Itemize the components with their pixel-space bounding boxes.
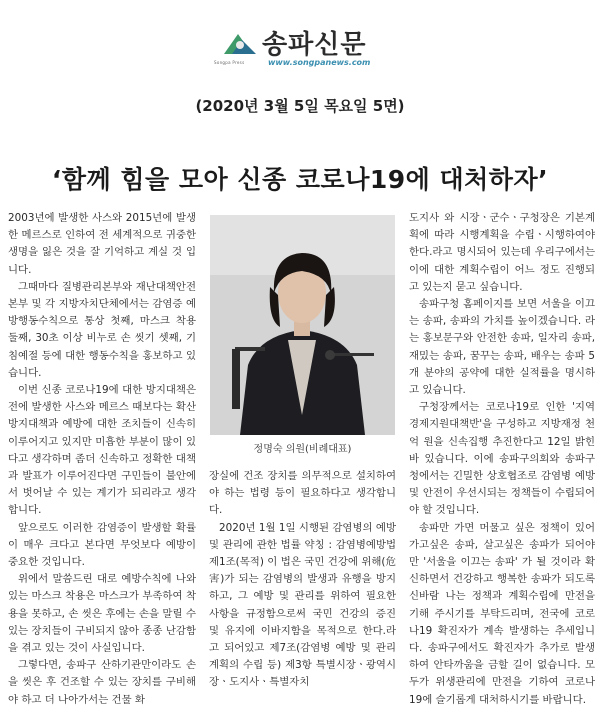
paragraph: 2003년에 발생한 사스와 2015년에 발생한 메르스로 인하여 전 세계적으로 귀중한 생명을 잃은 것을 잘 기억하고 계실 것 입니다.	[8, 212, 196, 276]
paragraph: 송파만 가면 머물고 싶은 정책이 있어 가고싶은 송파, 살고싶은 송파가 되어야만 '서울을 이끄는 송파' 가 될 것이라 확신하면서 건강하고 행복한 송파가 되도록 신바람 나는 정책과 계획수립에 만전을 기해 주시기를 부탁드리며, 전국에 코로나19 확진자가 계속 발생하는 추세입니다. 송파구에서도 확진자가 추가로 발생하여 안타까움을 금할 길이 없습니다. 모두가 위생관리에 만전을 기하여 코로나19에 슬기롭게 대처하시기를 바랍니다.	[409, 521, 595, 706]
paragraph: 이번 신종 코로나19에 대한 방지대책은 전에 발생한 사스와 메르스 때보다는 확산 방지대책과 예방에 대한 조치들이 신속히 이루어지고 있지만 미흡한 부분이 많이 있다고 생각하며 좀더 신속하고 정확한 대책과 발표가 이루어진다면 구민들이 불안에서 벗어날 수 있는 계기가 되리라고 생각합니다.	[8, 384, 196, 517]
logo-subtext: Songpa Press	[214, 60, 245, 65]
article-column-1	[8, 210, 196, 709]
portrait-photo	[210, 215, 395, 435]
paragraph: 구청장께서는 코로나19로 인한 '지역경제지원대책반'을 구성하고 지방재정 천억 원을 신속집행 추진한다고 12일 밝힌 바 있습니다. 이에 송파구의회와 송파구청에서는 긴밀한 상호협조로 감염병 예방 및 안전이 우선시되는 정책들이 수립되어야 할 것입니다.	[409, 401, 595, 517]
photo-caption: 정명숙 의원(비례대표)	[253, 444, 352, 455]
article-column-2	[209, 468, 396, 692]
newspaper-url: www.songpanews.com	[268, 58, 371, 67]
masthead	[0, 22, 600, 74]
paragraph: 장실에 건조 장치를 의무적으로 설치하여야 하는 법령 등이 필요하다고 생각합니다.	[209, 470, 396, 517]
paragraph: 도지사 와 시장ㆍ군수ㆍ구청장은 기본계획에 따라 시행계획을 수립ㆍ시행하여야 한다.라고 명시되어 있는데 우리구에서는 이에 대한 계획수립이 어느 정도 진행되고 있는지 묻고 싶습니다.	[409, 212, 595, 293]
paragraph: 위에서 말씀드린 대로 예방수칙에 나와 있는 마스크 착용은 마스크가 부족하여 착용을 못하고, 손 씻은 후에는 손을 말릴 수 있는 장치들이 구비되지 않아 종종 난감함을 겪고 있는 것이 사실입니다.	[8, 573, 196, 655]
article-headline: ‘함께 힘을 모아 신종 코로나19에 대처하자’	[51, 165, 549, 194]
paragraph: 그때마다 질병관리본부와 재난대책안전본부 및 각 지방자치단체에서는 감염증 예방행동수칙으로 통상 첫째, 마스크 착용 둘째, 30초 이상 비누로 손 씻기 셋째, 기침예절 등에 대한 행동수칙을 홍보하고 있습니다.	[8, 280, 196, 379]
portrait-illustration	[210, 215, 395, 435]
newspaper-name: 송파신문	[262, 30, 367, 60]
publication-date: (2020년 3월 5일 목요일 5면)	[195, 97, 405, 115]
newspaper-logo-icon	[222, 30, 258, 56]
paragraph: 2020년 1월 1일 시행된 감염병의 예방 및 관리에 관한 법률 약칭 : 감염병예방법 제1조(목적) 이 법은 국민 건강에 위해(危害)가 되는 감염병의 발생과 유행을 방지하고, 그 예방 및 관리를 위하여 필요한 사항을 규정함으로써 국민 건강의 증진 및 유지에 이바지함을 목적으로 한다.라고 되어있고 제7조(감염병 예방 및 관리 계획의 수립 등) 제3항 특별시장ㆍ광역시장ㆍ도지사ㆍ특별자치	[209, 521, 396, 689]
article-column-3	[409, 210, 595, 709]
paragraph: 앞으로도 이러한 감염증이 발생할 확률이 매우 크다고 본다면 무엇보다 예방이 중요한 것입니다.	[8, 521, 196, 569]
paragraph: 그렇다면, 송파구 산하기관만이라도 손을 씻은 후 건조할 수 있는 장치를 구비해야 하고 더 나아가서는 건물 화	[8, 659, 196, 706]
paragraph: 송파구청 홈페이지를 보면 서울을 이끄는 송파, 송파의 가치를 높이겠습니다. 라는 홍보문구와 안전한 송파, 일자리 송파, 재밌는 송파, 꿈꾸는 송파, 배우는 송파 5개 분야의 공약에 대한 실적률을 명시하고 있습니다.	[409, 298, 595, 397]
